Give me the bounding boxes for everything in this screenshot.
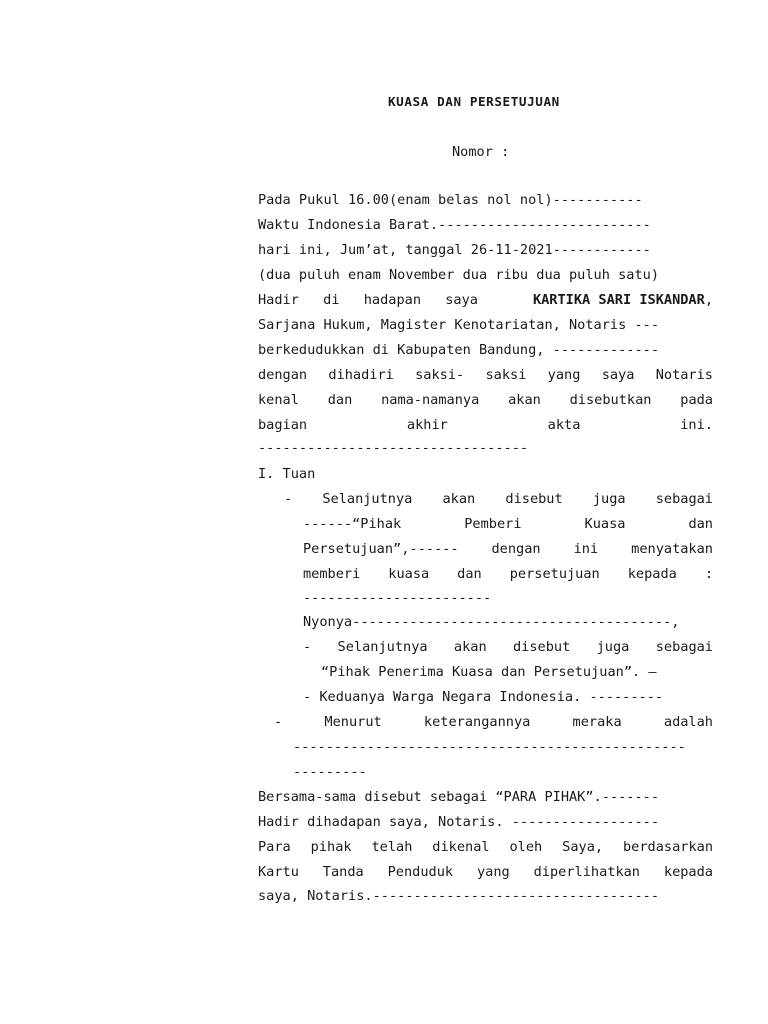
opening-line-2: Waktu Indonesia Barat.--------------------------	[258, 217, 651, 233]
closing-line-4: Kartu Tanda Penduduk yang diperlihatkan kepada	[258, 864, 713, 880]
opening-line-7: berkedudukkan di Kabupaten Bandung, -------------	[258, 342, 660, 358]
document-number: Nomor :	[452, 144, 510, 160]
opening-line-1: Pada Pukul 16.00(enam belas nol nol)-----------	[258, 192, 643, 208]
party-1-bullet-1-line-1: - Selanjutnya akan disebut juga sebagai	[284, 491, 713, 507]
appearance-word: saya	[445, 292, 478, 308]
party-bullet-statement-line-3: ---------	[293, 764, 367, 780]
appearance-word: hadapan	[363, 292, 422, 308]
closing-line-2: Hadir dihadapan saya, Notaris. ------------------	[258, 814, 660, 830]
appearance-word: Hadir	[258, 292, 299, 308]
opening-line-11: ---------------------------------	[258, 440, 529, 456]
party-2-bullet-1-line-1: - Selanjutnya akan disebut juga sebagai	[303, 639, 713, 655]
closing-line-3: Para pihak telah dikenal oleh Saya, berdasarkan	[258, 839, 713, 855]
notary-name-group	[533, 290, 713, 310]
party-1-bullet-1-line-5: -----------------------	[303, 590, 492, 606]
opening-line-10: bagian akhir akta ini.	[258, 417, 713, 433]
opening-line-8: dengan dihadiri saksi- saksi yang saya Notaris	[258, 367, 713, 383]
opening-line-6: Sarjana Hukum, Magister Kenotariatan, Notaris ---	[258, 317, 660, 333]
party-bullet-nationality: - Keduanya Warga Negara Indonesia. ---------	[303, 689, 664, 705]
party-1-bullet-1-line-3: Persetujuan”,------ dengan ini menyatakan	[303, 541, 713, 557]
notary-name-comma: ,	[704, 292, 713, 308]
party-1-bullet-1-line-4: memberi kuasa dan persetujuan kepada :	[303, 566, 713, 582]
opening-line-9: kenal dan nama-namanya akan disebutkan pada	[258, 392, 713, 408]
nyonya-line: Nyonya---------------------------------------,	[303, 614, 680, 630]
notary-name: KARTIKA SARI ISKANDAR	[532, 292, 705, 308]
party-bullet-statement-line-1: - Menurut keterangannya meraka adalah	[274, 714, 713, 730]
party-1-header: I. Tuan	[258, 466, 316, 482]
closing-line-1: Bersama-sama disebut sebagai “PARA PIHAK”.-------	[258, 789, 660, 805]
opening-line-3: hari ini, Jum’at, tanggal 26-11-2021------------	[258, 242, 651, 258]
party-bullet-statement-line-2: ------------------------------------------------	[293, 739, 686, 755]
appearance-word: di	[323, 292, 340, 308]
party-1-bullet-1-line-2: ------“Pihak Pemberi Kuasa dan	[303, 516, 713, 532]
closing-line-5: saya, Notaris.-----------------------------------	[258, 888, 660, 904]
document-title: KUASA DAN PERSETUJUAN	[388, 94, 560, 109]
opening-line-5	[258, 290, 713, 310]
party-2-bullet-1-line-2: “Pihak Penerima Kuasa dan Persetujuan”. –	[321, 664, 657, 680]
opening-line-4: (dua puluh enam November dua ribu dua puluh satu)	[258, 267, 660, 283]
appearance-text	[258, 290, 478, 310]
